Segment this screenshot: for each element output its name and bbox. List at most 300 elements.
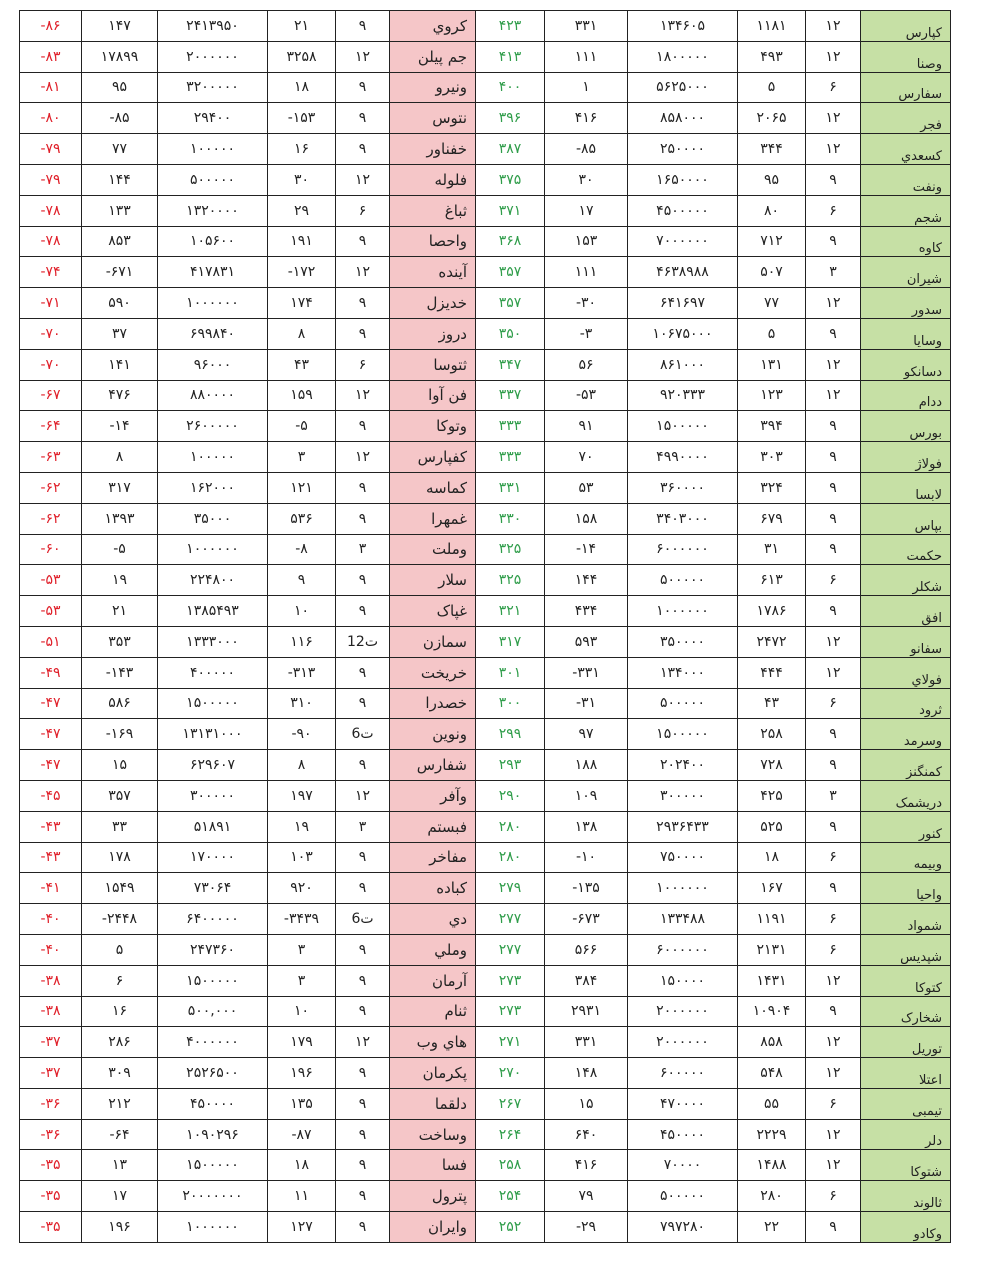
amount-cell: ۱۵۰۰۰۰۰	[158, 688, 268, 719]
left-symbol-cell: واحیا	[861, 873, 951, 904]
change-cell: -۶۰	[20, 534, 82, 565]
profit-cell: ۳۴۴	[738, 134, 806, 165]
rank-cell: ۳۳۷	[476, 380, 545, 411]
month-cell: ۱۲	[806, 626, 861, 657]
profit-cell: ۲۸۰	[738, 1181, 806, 1212]
amount-cell: ۱۵۰۰۰۰	[628, 965, 738, 996]
amount-cell: ۲۵۲۶۵۰۰	[158, 1058, 268, 1089]
table-row	[20, 1181, 951, 1212]
amount-cell: ۸۵۸۰۰۰	[628, 103, 738, 134]
amount-cell: ۵۰۰,۰۰۰	[158, 996, 268, 1027]
amount-cell: ۱۰۹۰۲۹۶	[158, 1119, 268, 1150]
right-symbol-cell: خصدرا	[390, 688, 476, 719]
profit-cell: ۸۰	[738, 195, 806, 226]
profit-cell: ۱۱۸۱	[738, 11, 806, 42]
table-row	[20, 873, 951, 904]
table-row	[20, 1150, 951, 1181]
change-cell: -۳۷	[20, 1027, 82, 1058]
month-cell: ۶	[806, 934, 861, 965]
rank-cell: ۳۸۷	[476, 134, 545, 165]
amount-cell: ۱۳۲۰۰۰۰	[158, 195, 268, 226]
amount-cell: ۵۰۰۰۰۰	[158, 164, 268, 195]
value-cell: ۳۰	[545, 164, 628, 195]
right-symbol-cell: خریخت	[390, 657, 476, 688]
left-symbol-cell: سدور	[861, 288, 951, 319]
profit-cell: ۱۱	[268, 1181, 336, 1212]
value-cell: -۶۴	[82, 1119, 158, 1150]
rank-cell: ۳۲۵	[476, 534, 545, 565]
value-cell: -۸۵	[545, 134, 628, 165]
month-cell: ۳	[336, 811, 390, 842]
profit-cell: ۱۲۷	[268, 1212, 336, 1243]
right-symbol-cell: مفاخر	[390, 842, 476, 873]
profit-cell: ۷۲۸	[738, 750, 806, 781]
value-cell: ۱۶	[82, 996, 158, 1027]
profit-cell: ۲۴۷۲	[738, 626, 806, 657]
rank-cell: ۳۳۳	[476, 411, 545, 442]
profit-cell: ۲۰۶۵	[738, 103, 806, 134]
amount-cell: ۵۰۰۰۰۰	[628, 1181, 738, 1212]
rank-cell: ۳۴۷	[476, 349, 545, 380]
amount-cell: ۴۰۰۰۰۰۰	[158, 1027, 268, 1058]
month-cell: ۹	[336, 103, 390, 134]
right-symbol-cell: ثنام	[390, 996, 476, 1027]
profit-cell: -۱۷۲	[268, 257, 336, 288]
month-cell: ۹	[336, 226, 390, 257]
value-cell: ۱۵۸	[545, 503, 628, 534]
value-cell: ۱۹۶	[82, 1212, 158, 1243]
rank-cell: ۲۹۳	[476, 750, 545, 781]
value-cell: ۱۷	[545, 195, 628, 226]
month-cell: ۹	[806, 1212, 861, 1243]
amount-cell: ۶۰۰۰۰۰۰	[628, 934, 738, 965]
amount-cell: ۱۰۰۰۰۰۰	[158, 1212, 268, 1243]
profit-cell: ۴۲۵	[738, 780, 806, 811]
table-row	[20, 780, 951, 811]
month-cell: ۳	[336, 534, 390, 565]
amount-cell: ۴۶۳۸۹۸۸	[628, 257, 738, 288]
right-symbol-cell: وتوکا	[390, 411, 476, 442]
amount-cell: ۲۰۰۰۰۰۰	[158, 41, 268, 72]
left-symbol-cell: کپارس	[861, 11, 951, 42]
amount-cell: ۴۰۰۰۰۰	[158, 657, 268, 688]
amount-cell: ۲۰۰۰۰۰۰۰	[158, 1181, 268, 1212]
amount-cell: ۲۰۰۰۰۰۰	[628, 1027, 738, 1058]
value-cell: -۳	[545, 318, 628, 349]
value-cell: ۵۹۳	[545, 626, 628, 657]
rank-cell: ۳۷۱	[476, 195, 545, 226]
amount-cell: ۱۰۰۰۰۰۰	[158, 534, 268, 565]
value-cell: ۸	[82, 442, 158, 473]
value-cell: ۵۳	[545, 472, 628, 503]
amount-cell: ۲۲۴۸۰۰	[158, 565, 268, 596]
left-symbol-cell: فولاي	[861, 657, 951, 688]
amount-cell: ۴۹۹۰۰۰۰	[628, 442, 738, 473]
month-cell: ۱۲	[806, 134, 861, 165]
amount-cell: ۳۵۰۰۰۰	[628, 626, 738, 657]
right-symbol-cell: خفناور	[390, 134, 476, 165]
month-cell: ۱۲	[336, 41, 390, 72]
amount-cell: ۱۵۰۰۰۰۰	[158, 1150, 268, 1181]
value-cell: ۱۳۹۳	[82, 503, 158, 534]
amount-cell: ۶۰۰۰۰۰	[628, 1058, 738, 1089]
value-cell: ۱۱۱	[545, 41, 628, 72]
amount-cell: ۳۰۰۰۰۰	[628, 780, 738, 811]
value-cell: ۳۳۱	[545, 1027, 628, 1058]
table-row	[20, 719, 951, 750]
right-symbol-cell: نتوس	[390, 103, 476, 134]
right-symbol-cell: فلوله	[390, 164, 476, 195]
month-cell: ۹	[336, 288, 390, 319]
profit-cell: ۴۳	[268, 349, 336, 380]
left-symbol-cell: کتوکا	[861, 965, 951, 996]
rank-cell: ۳۲۵	[476, 565, 545, 596]
right-symbol-cell: فسا	[390, 1150, 476, 1181]
value-cell: ۵۹۰	[82, 288, 158, 319]
left-symbol-cell: وصنا	[861, 41, 951, 72]
change-cell: -۳۵	[20, 1212, 82, 1243]
change-cell: -۴۷	[20, 750, 82, 781]
rank-cell: ۲۵۸	[476, 1150, 545, 1181]
amount-cell: ۱۳۱۳۱۰۰۰	[158, 719, 268, 750]
left-symbol-cell: کنور	[861, 811, 951, 842]
month-cell: ۹	[806, 226, 861, 257]
right-symbol-cell: وساخت	[390, 1119, 476, 1150]
amount-cell: ۷۹۷۲۸۰	[628, 1212, 738, 1243]
change-cell: -۳۵	[20, 1150, 82, 1181]
value-cell: -۲۹	[545, 1212, 628, 1243]
table-row	[20, 164, 951, 195]
rank-cell: ۲۹۰	[476, 780, 545, 811]
table-row	[20, 103, 951, 134]
left-symbol-cell: اعتلا	[861, 1058, 951, 1089]
value-cell: ۱۴۱	[82, 349, 158, 380]
amount-cell: ۵۱۸۹۱	[158, 811, 268, 842]
right-symbol-cell: وآفر	[390, 780, 476, 811]
profit-cell: ۱۹۷	[268, 780, 336, 811]
amount-cell: ۶۰۰۰۰۰۰	[628, 534, 738, 565]
profit-cell: ۳۰۳	[738, 442, 806, 473]
rank-cell: ۲۷۹	[476, 873, 545, 904]
change-cell: -۴۷	[20, 688, 82, 719]
month-cell: ۹	[336, 750, 390, 781]
right-symbol-cell: دي	[390, 904, 476, 935]
rank-cell: ۳۵۰	[476, 318, 545, 349]
month-cell: 6ت	[336, 904, 390, 935]
rank-cell: ۲۶۷	[476, 1088, 545, 1119]
profit-cell: ۴۳	[738, 688, 806, 719]
table-row	[20, 534, 951, 565]
value-cell: ۴۱۶	[545, 1150, 628, 1181]
rank-cell: ۲۶۴	[476, 1119, 545, 1150]
value-cell: ۱۰۹	[545, 780, 628, 811]
month-cell: ۶	[806, 565, 861, 596]
change-cell: -۵۳	[20, 596, 82, 627]
table-row	[20, 41, 951, 72]
left-symbol-cell: شکلر	[861, 565, 951, 596]
profit-cell: ۹	[268, 565, 336, 596]
value-cell: ۴۳۴	[545, 596, 628, 627]
profit-cell: -۹۰	[268, 719, 336, 750]
month-cell: ۹	[806, 411, 861, 442]
rank-cell: ۲۹۹	[476, 719, 545, 750]
profit-cell: ۹۵	[738, 164, 806, 195]
amount-cell: ۱۰۰۰۰۰	[158, 134, 268, 165]
amount-cell: ۳۴۰۳۰۰۰	[628, 503, 738, 534]
month-cell: ۹	[806, 873, 861, 904]
amount-cell: ۲۴۷۳۶۰	[158, 934, 268, 965]
amount-cell: ۸۶۱۰۰۰	[628, 349, 738, 380]
rank-cell: ۳۳۰	[476, 503, 545, 534]
amount-cell: ۷۳۰۶۴	[158, 873, 268, 904]
month-cell: ۱۲	[336, 1027, 390, 1058]
table-row	[20, 442, 951, 473]
amount-cell: ۲۶۰۰۰۰۰	[158, 411, 268, 442]
month-cell: ۹	[336, 873, 390, 904]
amount-cell: ۴۵۰۰۰۰	[158, 1088, 268, 1119]
right-symbol-cell: ونوین	[390, 719, 476, 750]
right-symbol-cell: کباده	[390, 873, 476, 904]
profit-cell: ۱۶۷	[738, 873, 806, 904]
profit-cell: ۱۰	[268, 996, 336, 1027]
left-symbol-cell: دریشمک	[861, 780, 951, 811]
month-cell: ۹	[336, 1212, 390, 1243]
amount-cell: ۱۷۰۰۰۰	[158, 842, 268, 873]
change-cell: -۸۰	[20, 103, 82, 134]
amount-cell: ۴۵۰۰۰۰۰	[628, 195, 738, 226]
left-symbol-cell: حکمت	[861, 534, 951, 565]
profit-cell: ۱۹	[268, 811, 336, 842]
amount-cell: ۱۰۰۰۰۰	[158, 442, 268, 473]
table-row	[20, 1119, 951, 1150]
amount-cell: ۵۰۰۰۰۰	[628, 688, 738, 719]
profit-cell: ۲۱۳۱	[738, 934, 806, 965]
rank-cell: ۲۸۰	[476, 842, 545, 873]
left-symbol-cell: تیمبی	[861, 1088, 951, 1119]
profit-cell: ۳۰	[268, 164, 336, 195]
amount-cell: ۱۵۰۰۰۰۰	[158, 965, 268, 996]
table-row	[20, 380, 951, 411]
profit-cell: ۸	[268, 750, 336, 781]
amount-cell: ۳۲۰۰۰۰۰	[158, 72, 268, 103]
value-cell: -۱۶۹	[82, 719, 158, 750]
left-symbol-cell: ونفت	[861, 164, 951, 195]
value-cell: -۸۵	[82, 103, 158, 134]
right-symbol-cell: فبستم	[390, 811, 476, 842]
profit-cell: ۹۲۰	[268, 873, 336, 904]
month-cell: ۹	[336, 1058, 390, 1089]
value-cell: ۵۶۶	[545, 934, 628, 965]
table-row	[20, 565, 951, 596]
value-cell: ۱۷۸۹۹	[82, 41, 158, 72]
amount-cell: ۱۳۴۰۰۰	[628, 657, 738, 688]
value-cell: ۳۸۴	[545, 965, 628, 996]
change-cell: -۳۵	[20, 1181, 82, 1212]
rank-cell: ۳۳۳	[476, 442, 545, 473]
rank-cell: ۴۰۰	[476, 72, 545, 103]
profit-cell: ۸۵۸	[738, 1027, 806, 1058]
month-cell: ۹	[336, 965, 390, 996]
table-row	[20, 195, 951, 226]
month-cell: ۹	[806, 534, 861, 565]
profit-cell: ۲۱	[268, 11, 336, 42]
amount-cell: ۶۴۱۶۹۷	[628, 288, 738, 319]
left-symbol-cell: شجم	[861, 195, 951, 226]
month-cell: 12ت	[336, 626, 390, 657]
right-symbol-cell: سلار	[390, 565, 476, 596]
value-cell: ۳۵۷	[82, 780, 158, 811]
right-symbol-cell: پترول	[390, 1181, 476, 1212]
left-symbol-cell: وسایا	[861, 318, 951, 349]
profit-cell: ۷۷	[738, 288, 806, 319]
amount-cell: ۱۳۸۵۴۹۳	[158, 596, 268, 627]
profit-cell: -۱۵۳	[268, 103, 336, 134]
change-cell: -۷۸	[20, 226, 82, 257]
profit-cell: ۵۵	[738, 1088, 806, 1119]
value-cell: ۷۷	[82, 134, 158, 165]
rank-cell: ۳۳۱	[476, 472, 545, 503]
month-cell: ۱۲	[336, 442, 390, 473]
month-cell: ۹	[806, 596, 861, 627]
month-cell: ۱۲	[806, 965, 861, 996]
right-symbol-cell: غمهرا	[390, 503, 476, 534]
change-cell: -۴۱	[20, 873, 82, 904]
value-cell: ۶۴۰	[545, 1119, 628, 1150]
left-symbol-cell: لابسا	[861, 472, 951, 503]
amount-cell: ۳۵۰۰۰	[158, 503, 268, 534]
value-cell: -۱۴۳	[82, 657, 158, 688]
month-cell: ۹	[806, 503, 861, 534]
left-symbol-cell: شپدیس	[861, 934, 951, 965]
value-cell: ۸۵۳	[82, 226, 158, 257]
value-cell: ۶	[82, 965, 158, 996]
amount-cell: ۵۶۲۵۰۰۰	[628, 72, 738, 103]
left-symbol-cell: افق	[861, 596, 951, 627]
month-cell: ۹	[336, 411, 390, 442]
month-cell: ۱۲	[806, 1150, 861, 1181]
profit-cell: ۲۵۸	[738, 719, 806, 750]
profit-cell: -۳۱۳	[268, 657, 336, 688]
value-cell: -۱۴	[545, 534, 628, 565]
right-symbol-cell: غپاک	[390, 596, 476, 627]
rank-cell: ۲۷۷	[476, 934, 545, 965]
month-cell: ۹	[336, 996, 390, 1027]
amount-cell: ۱۰۰۰۰۰۰	[628, 873, 738, 904]
value-cell: ۱۳۳	[82, 195, 158, 226]
change-cell: -۴۵	[20, 780, 82, 811]
profit-cell: ۸	[268, 318, 336, 349]
right-symbol-cell: دلقما	[390, 1088, 476, 1119]
change-cell: -۳۶	[20, 1088, 82, 1119]
profit-cell: ۵۴۸	[738, 1058, 806, 1089]
month-cell: ۹	[336, 934, 390, 965]
rank-cell: ۲۷۰	[476, 1058, 545, 1089]
right-symbol-cell: شفارس	[390, 750, 476, 781]
right-symbol-cell: ونیرو	[390, 72, 476, 103]
change-cell: -۸۳	[20, 41, 82, 72]
profit-cell: ۱۳۵	[268, 1088, 336, 1119]
table-row	[20, 72, 951, 103]
value-cell: ۱۷	[82, 1181, 158, 1212]
month-cell: ۹	[806, 318, 861, 349]
month-cell: ۹	[806, 811, 861, 842]
profit-cell: ۴۹۳	[738, 41, 806, 72]
profit-cell: ۶۱۳	[738, 565, 806, 596]
amount-cell: ۱۶۵۰۰۰۰	[628, 164, 738, 195]
profit-cell: ۱۴۳۱	[738, 965, 806, 996]
value-cell: ۱۴۴	[82, 164, 158, 195]
month-cell: ۹	[336, 1150, 390, 1181]
right-symbol-cell: وایران	[390, 1212, 476, 1243]
month-cell: ۹	[806, 996, 861, 1027]
left-symbol-cell: ددام	[861, 380, 951, 411]
change-cell: -۶۲	[20, 503, 82, 534]
table-row	[20, 503, 951, 534]
rank-cell: ۲۷۷	[476, 904, 545, 935]
month-cell: ۹	[336, 1181, 390, 1212]
table-row	[20, 657, 951, 688]
month-cell: ۳	[806, 257, 861, 288]
right-symbol-cell: ثتوسا	[390, 349, 476, 380]
left-symbol-cell: کاوه	[861, 226, 951, 257]
value-cell: ۲۸۶	[82, 1027, 158, 1058]
value-cell: -۱۳۵	[545, 873, 628, 904]
profit-cell: ۳۱۰	[268, 688, 336, 719]
value-cell: ۱۴۴	[545, 565, 628, 596]
table-row	[20, 134, 951, 165]
right-symbol-cell: واحصا	[390, 226, 476, 257]
month-cell: ۳	[806, 780, 861, 811]
profit-cell: ۱۰۳	[268, 842, 336, 873]
value-cell: ۳۷	[82, 318, 158, 349]
profit-cell: ۱۳۱	[738, 349, 806, 380]
value-cell: ۹۱	[545, 411, 628, 442]
right-symbol-cell: وملي	[390, 934, 476, 965]
value-cell: ۱۳	[82, 1150, 158, 1181]
amount-cell: ۷۵۰۰۰۰	[628, 842, 738, 873]
value-cell: ۳۵۳	[82, 626, 158, 657]
profit-cell: ۱۹۶	[268, 1058, 336, 1089]
value-cell: ۷۹	[545, 1181, 628, 1212]
change-cell: -۶۲	[20, 472, 82, 503]
value-cell: ۳۳۱	[545, 11, 628, 42]
month-cell: ۹	[336, 842, 390, 873]
profit-cell: ۱۷۹	[268, 1027, 336, 1058]
amount-cell: ۱۰۵۶۰۰	[158, 226, 268, 257]
profit-cell: ۳۲۴	[738, 472, 806, 503]
value-cell: ۱	[545, 72, 628, 103]
left-symbol-cell: کسعدي	[861, 134, 951, 165]
profit-cell: ۱۱۶	[268, 626, 336, 657]
change-cell: -۴۷	[20, 719, 82, 750]
value-cell: ۱۵	[545, 1088, 628, 1119]
value-cell: -۳۰	[545, 288, 628, 319]
amount-cell: ۱۳۳۳۰۰۰	[158, 626, 268, 657]
table-row	[20, 226, 951, 257]
profit-cell: ۴۴۴	[738, 657, 806, 688]
table-row	[20, 934, 951, 965]
value-cell: -۶۷۳	[545, 904, 628, 935]
amount-cell: ۳۰۰۰۰۰	[158, 780, 268, 811]
table-row	[20, 1212, 951, 1243]
month-cell: ۱۲	[336, 380, 390, 411]
value-cell: -۱۰	[545, 842, 628, 873]
month-cell: ۹	[336, 565, 390, 596]
rank-cell: ۳۷۵	[476, 164, 545, 195]
table-row	[20, 288, 951, 319]
change-cell: -۶۳	[20, 442, 82, 473]
month-cell: ۹	[806, 472, 861, 503]
